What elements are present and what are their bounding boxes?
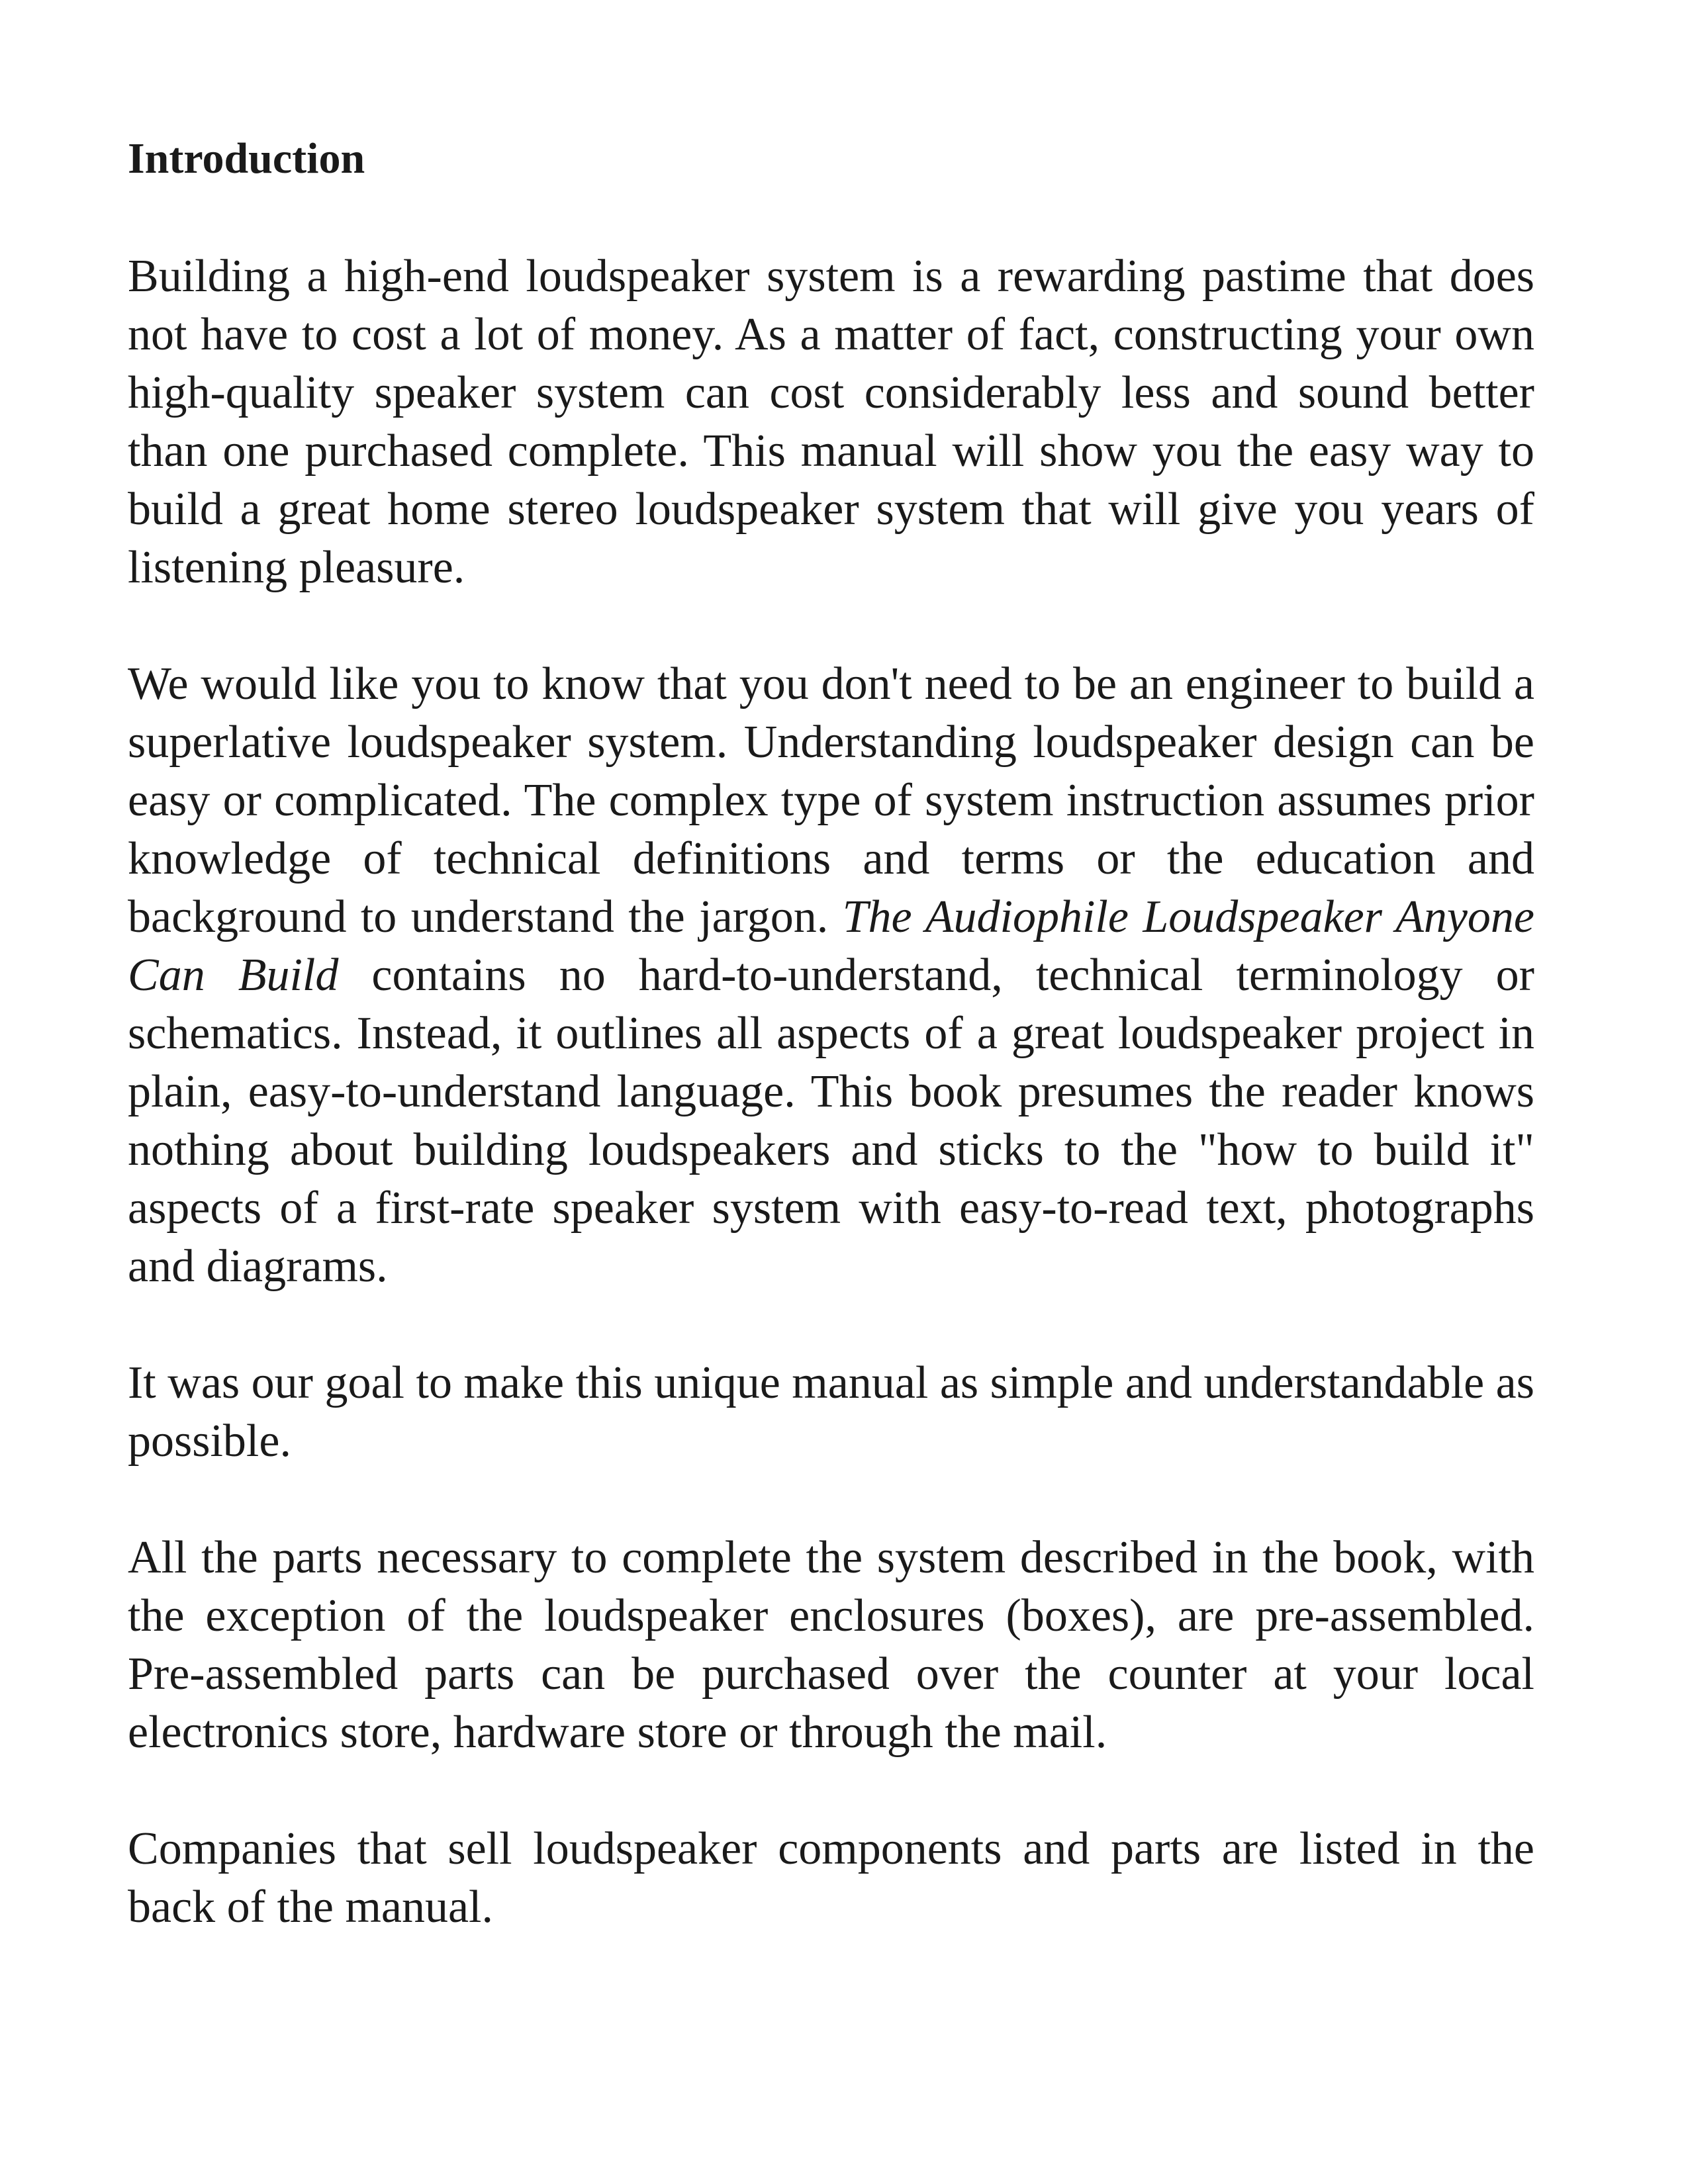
paragraph-2-rest: contains no hard-to-understand, technical terminology or schematics. Instead, it outlines all aspects of a great loudspeaker project in plain, easy-to-understand language. This book presumes the reader knows nothing about building loudspeakers and sticks to the "how to build it" aspects of a first-rate speaker system with easy-to-read text, photographs and diagrams. <box>128 950 1534 1292</box>
paragraph-5: Companies that sell loudspeaker components and parts are listed in the back of the manual. <box>128 1823 1534 1933</box>
section-heading: Introduction <box>128 134 365 183</box>
paragraph-4: All the parts necessary to complete the system described in the book, with the exception of the loudspeaker enclosures (boxes), are pre-assembled. Pre-assembled parts can be purchased over the counter at your local electronics store, hardware store or through the mail. <box>128 1532 1534 1758</box>
page-content <box>128 130 1534 1936</box>
paragraph-2 <box>128 655 1534 1296</box>
book-title: The Audiophile Loudspeaker Anyone Can Build <box>128 891 1534 1001</box>
paragraph-1: Building a high-end loudspeaker system is a rewarding pastime that does not have to cost a lot of money. As a matter of fact, constructing your own high-quality speaker system can cost considerably less and sound better than one purchased complete. This manual will show you the easy way to build a great home stereo loudspeaker system that will give you years of listening pleasure. <box>128 251 1534 593</box>
paragraph-2-intro: We would like you to know that you don't need to be an engineer to build a superlative loudspeaker system. Understanding loudspeaker design can be easy or complicated. The complex type of system instruction assumes prior knowledge of technical definitions and terms or the education and background to understand the jargon. <box>128 659 1534 942</box>
paragraph-3: It was our goal to make this unique manual as simple and understandable as possible. <box>128 1357 1534 1467</box>
